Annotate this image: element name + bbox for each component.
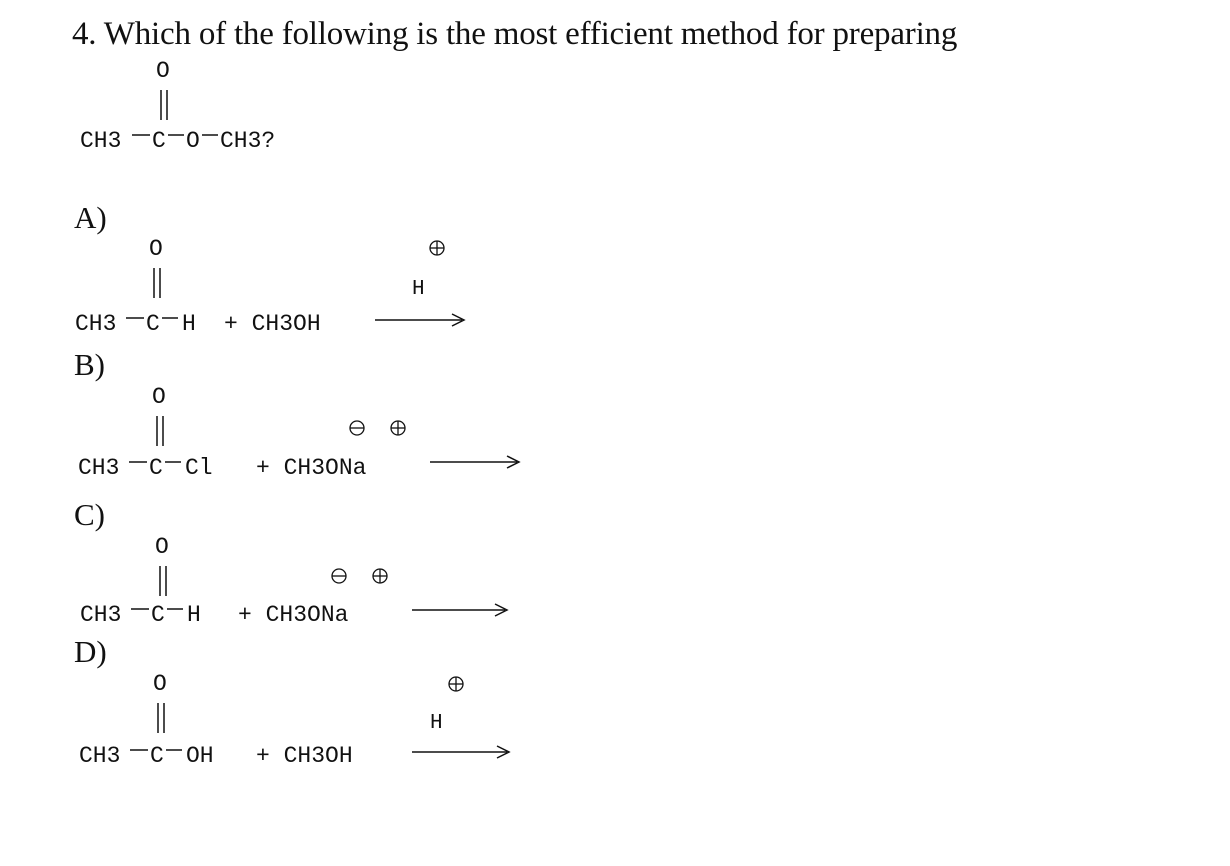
option-d-label[interactable]: D) — [74, 634, 107, 669]
reagent: + CH3ONa — [238, 602, 349, 628]
reagent: + CH3OH — [224, 311, 321, 337]
option-b-label[interactable]: B) — [74, 347, 105, 382]
reagent: + CH3ONa — [256, 455, 367, 481]
question-text: 4. Which of the following is the most efficient method for preparing — [72, 16, 958, 52]
ester-oxygen: O — [186, 128, 200, 154]
carbonyl-oxygen: O — [153, 671, 167, 697]
carbonyl-carbon: C — [152, 128, 166, 154]
catalyst-h: H — [412, 278, 425, 301]
substituent: H — [187, 602, 201, 628]
option-a-label[interactable]: A) — [74, 200, 107, 235]
methyl-group: CH3 — [80, 128, 122, 154]
substituent: Cl — [185, 455, 213, 481]
carbonyl-oxygen: O — [155, 534, 169, 560]
carbonyl-carbon: C — [150, 743, 164, 769]
substituent: H — [182, 311, 196, 337]
carbonyl-carbon: C — [151, 602, 165, 628]
option-c-label[interactable]: C) — [74, 497, 105, 532]
carbonyl-carbon: C — [146, 311, 160, 337]
reagent: + CH3OH — [256, 743, 353, 769]
carbonyl-oxygen: O — [149, 236, 163, 262]
methyl-group: CH3 — [79, 743, 121, 769]
carbonyl-oxygen: O — [152, 384, 166, 410]
methyl-group: CH3 — [78, 455, 120, 481]
methyl-group: CH3 — [75, 311, 117, 337]
methyl-group-2: CH3? — [220, 128, 276, 154]
substituent: OH — [186, 743, 214, 769]
methyl-group: CH3 — [80, 602, 122, 628]
catalyst-h: H — [430, 712, 443, 735]
carbonyl-carbon: C — [149, 455, 163, 481]
carbonyl-oxygen: O — [156, 58, 170, 84]
